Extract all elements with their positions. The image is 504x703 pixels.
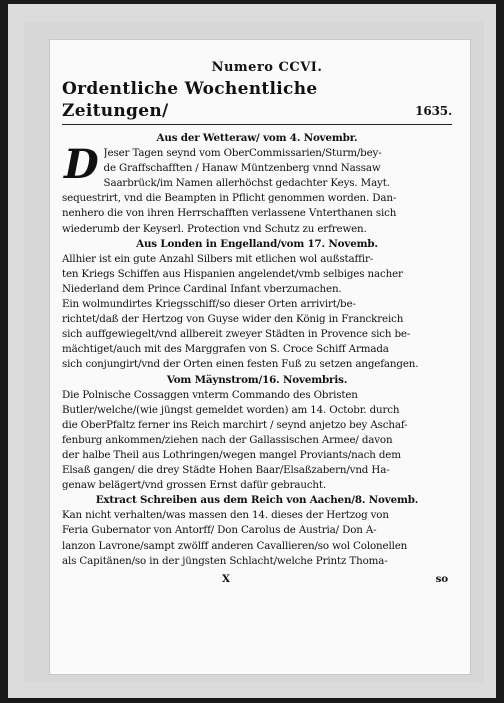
text-line: Kan nicht verhalten/was massen den 14. dieses der Hertzog von (62, 509, 389, 522)
text-line: Die Polnische Cossaggen vnterm Commando des Obristen (62, 388, 358, 401)
news-item-wetteraw (62, 131, 452, 237)
text-line: sich conjungirt/vnd der Orten einen festen Fuß zu setzen angefangen. (62, 358, 419, 371)
text-line: lanzon Lavrone/sampt zwölff anderen Cavallieren/so wol Colonellen (62, 539, 408, 552)
text-line: sich auffgewiegelt/vnd allbereit zweyer Städten in Provence sich be- (62, 328, 411, 341)
text-line: die OberPfaltz ferner ins Reich marchirt / seynd anjetzo bey Aschaf- (62, 418, 408, 431)
text-line: sequestrirt, vnd die Beampten in Pflicht genommen worden. Dan- (62, 192, 397, 205)
text-line: ten Kriegs Schiffen aus Hispanien angelendet/vmb selbiges nacher (62, 267, 403, 280)
dateline: Extract Schreiben aus dem Reich von Aachen/8. Novemb. (95, 494, 419, 507)
text-line: richtet/daß der Hertzog von Guyse wider den König in Franckreich (62, 313, 404, 326)
dateline: Aus Londen in Engelland/vom 17. Novemb. (136, 237, 378, 250)
news-item-aachen (62, 493, 452, 568)
newspaper-title: Ordentliche Wochentliche Zeitungen/ (62, 79, 318, 121)
text-line: genaw belägert/vnd grossen Ernst dafür gebraucht. (62, 479, 327, 492)
article-body (62, 252, 452, 373)
page-text (62, 58, 452, 587)
dateline: Aus der Wetteraw/ vom 4. Novembr. (156, 132, 358, 144)
text-line: Saarbrück/im Namen allerhöchst gedachter Keys. Mayt. (103, 177, 390, 190)
text-line: nenhero die von ihren Herrschafften verlassene Vnterthanen sich (62, 207, 397, 220)
publication-year: 1635. (415, 104, 452, 118)
page-footer (62, 572, 452, 587)
text-line: mächtiget/auch mit des Marggrafen von S. Croce Schiff Armada (62, 343, 389, 356)
masthead (62, 78, 452, 125)
signature-mark: X (222, 572, 230, 585)
article-body (62, 508, 452, 568)
text-line: fenburg ankommen/ziehen nach der Gallassischen Armee/ davon (62, 433, 393, 446)
text-line: als Capitänen/so in der jüngsten Schlacht/welche Printz Thoma- (62, 554, 388, 567)
text-line: Feria Gubernator von Antorff/ Don Carolus de Austria/ Don A- (62, 524, 377, 537)
news-item-maynstrom (62, 373, 452, 494)
news-item-london (62, 237, 452, 373)
dateline: Vom Mäynstrom/16. Novembris. (166, 373, 348, 386)
catchword: so (435, 572, 448, 585)
text-line: Elsaß gangen/ die drey Städte Hohen Baar/Elsaßzabern/vnd Ha- (62, 464, 390, 477)
text-line: de Graffschafften / Hanaw Müntzenberg vnnd Nassaw (103, 162, 381, 175)
article-body (62, 388, 452, 494)
issue-number: Numero CCVI. (211, 60, 323, 75)
text-line: Jeser Tagen seynd vom OberCommissarien/Sturm/bey- (103, 147, 382, 160)
article-body (62, 141, 452, 237)
text-line: Butler/welche/(wie jüngst gemeldet worden) am 14. Octobr. durch (62, 403, 400, 416)
text-line: der halbe Theil aus Lothringen/wegen mangel Proviants/nach dem (62, 448, 401, 461)
text-line: Allhier ist ein gute Anzahl Silbers mit etlichen wol außstaffir- (62, 252, 374, 265)
text-line: Niederland dem Prince Cardinal Infant vberzumachen. (62, 282, 342, 295)
text-line: wiederumb der Keyserl. Protection vnd Schutz zu erfrewen. (62, 222, 367, 235)
drop-cap: D (64, 141, 99, 189)
text-line: Ein wolmundirtes Kriegsschiff/so dieser Orten arrivirt/be- (62, 298, 356, 311)
